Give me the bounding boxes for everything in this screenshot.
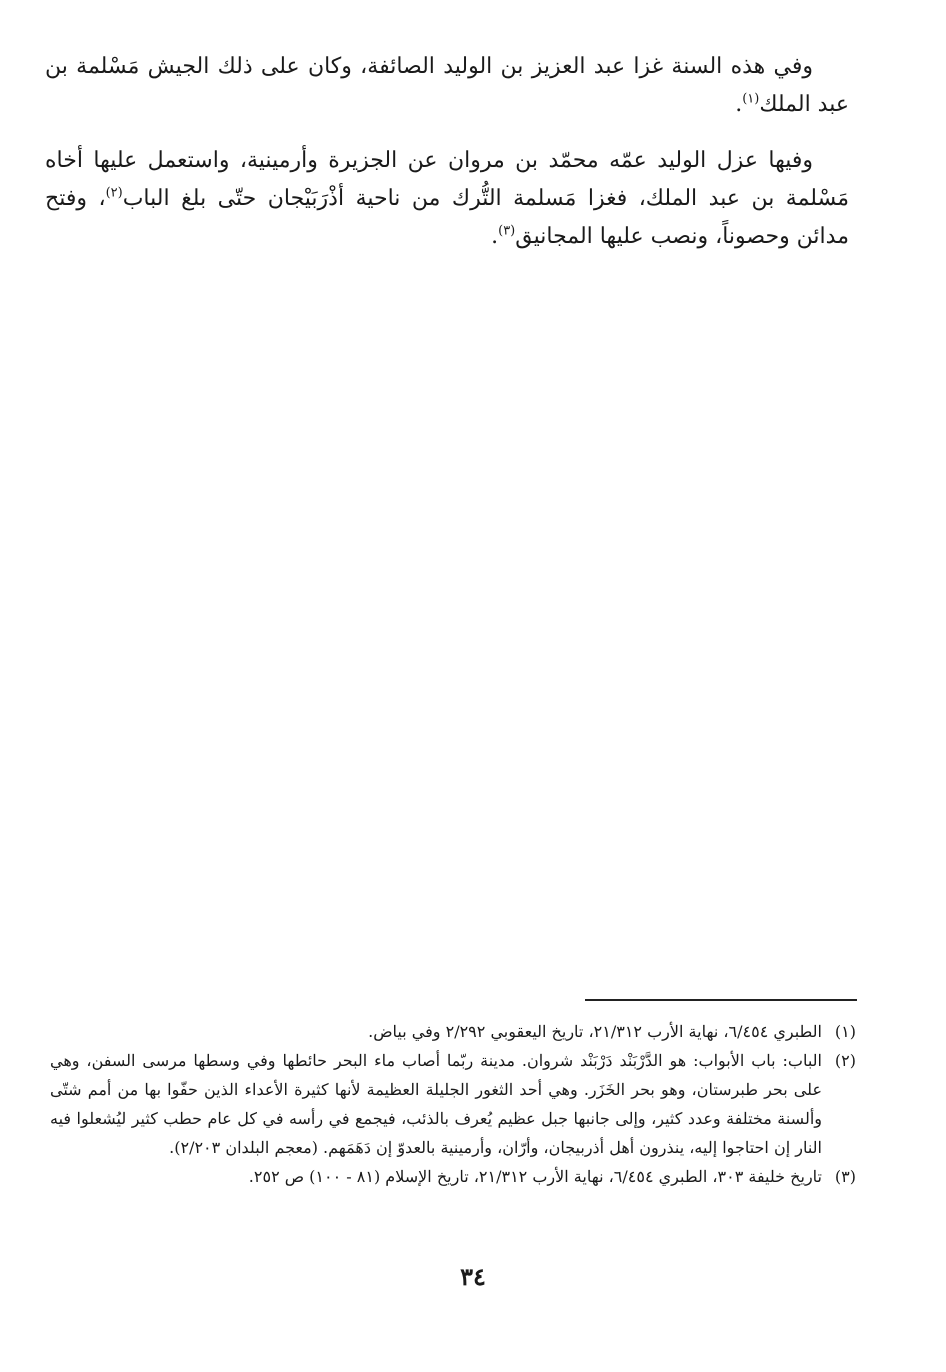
- footnote-3-text: تاريخ خليفة ٣٠٣، الطبري ٦/٤٥٤، نهاية الأرب ٢١/٣١٢، تاريخ الإسلام (٨١ - ١٠٠) ص ٢٥٢.: [248, 1167, 822, 1186]
- paragraph-2-text: وفيها عزل الوليد عمّه محمّد بن مروان عن الجزيرة وأرمينية، واستعمل عليها أخاه مَسْلمة بن عبد الملك، فغزا مَسلمة التُّرك من ناحية أذْرَبَيْجان حتّى بلغ الباب: [45, 148, 850, 211]
- footnote-2-text: الباب: باب الأبواب: هو الدَّرْبَنْد دَرْبَنْد شروان. مدينة ربّما أصاب ماء البحر حائطها وفي وسطها مرسى السفن، وهي على بحر طبرستان، وهو بحر الخَزَر. وهي أحد الثغور الجليلة العظيمة لأنها كثيرة الأعداء الذين حفّوا بها من أمم شتّى وألسنة مختلفة وعدد كثير، وإلى جانبها جبل عظيم يُعرف بالذئب، فيجمع في رأسه في كل عام حطب كثير ليُشعلوا فيه النار إن احتاجوا إليه، ينذرون أهل أذربيجان، وأرّان، وأرمينية بالعدوّ إن دَهَمَهم. (معجم البلدان ٢/٢٠٣).: [50, 1051, 822, 1157]
- footnote-1-number: (١): [834, 1022, 856, 1041]
- paragraph-2-tail-end: .: [491, 224, 499, 249]
- paragraph-2: [45, 142, 849, 256]
- footnote-ref-3[interactable]: (٣): [498, 223, 516, 239]
- footnote-2-number: (٢): [834, 1051, 856, 1070]
- footnote-divider: [585, 999, 857, 1001]
- footnote-3-number: (٣): [834, 1167, 856, 1186]
- paragraph-1-text: وفي هذه السنة غزا عبد العزيز بن الوليد الصائفة، وكان على ذلك الجيش مَسْلمة بن عبد الملك: [45, 54, 849, 117]
- paragraph-1: [45, 48, 849, 124]
- page-number: ٣٤: [460, 1262, 486, 1291]
- footnote-1: [50, 1017, 856, 1046]
- paragraph-2-tail: ، وفتح مدائن وحصوناً، ونصب عليها المجانيق: [45, 186, 849, 249]
- footnotes: [50, 1017, 856, 1191]
- paragraph-1-tail: .: [735, 92, 743, 117]
- footnote-ref-1[interactable]: (١): [742, 91, 760, 107]
- footnote-3: [50, 1162, 856, 1191]
- footnote-ref-2[interactable]: (٢): [105, 185, 123, 201]
- main-text: [45, 48, 849, 274]
- footnote-1-text: الطبري ٦/٤٥٤، نهاية الأرب ٢١/٣١٢، تاريخ اليعقوبي ٢/٢٩٢ وفي بياض.: [368, 1022, 822, 1041]
- footnote-2: [50, 1046, 856, 1162]
